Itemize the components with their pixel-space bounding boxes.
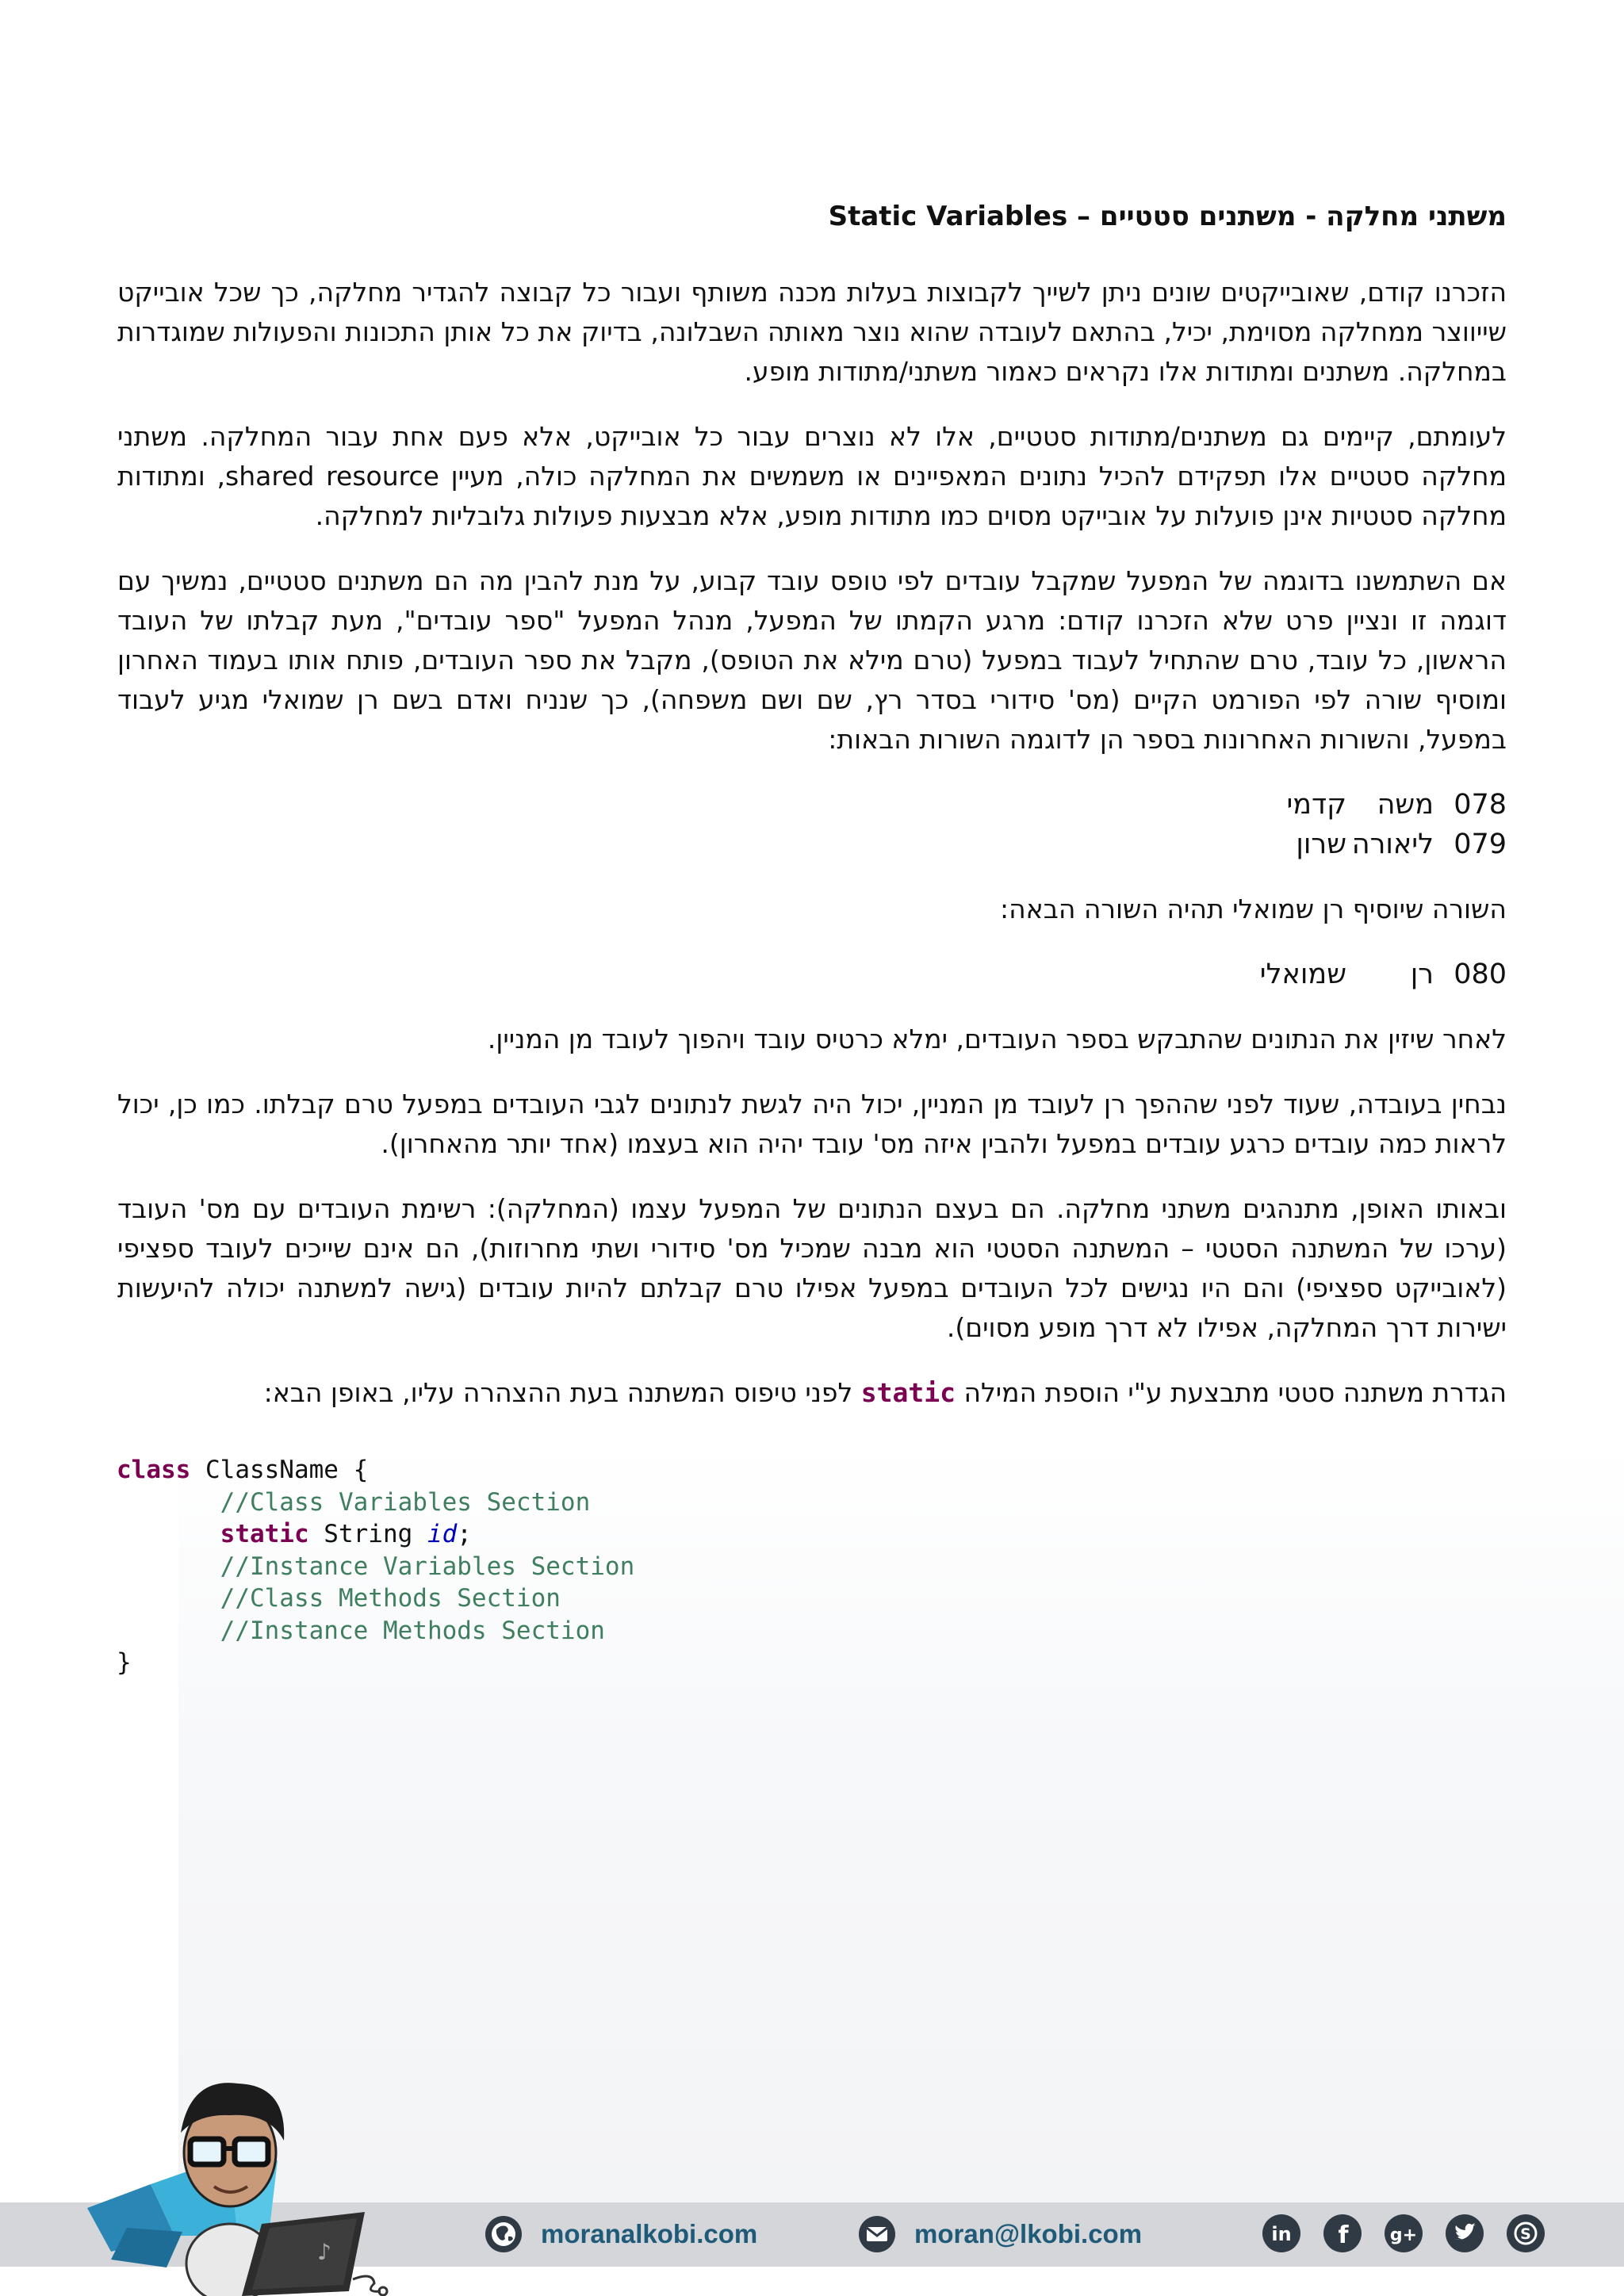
paragraph-intro: הזכרנו קודם, שאובייקטים שונים ניתן לשייך לקבוצות בעלות מכנה משותף ועבור כל קבוצה להגדיר מחלקה, כך שכל אובייקט שייווצר ממחלקה מסוימת, יכיל, בהתאם לעובדה שהוא נוצר מאותה השבלונה, בדיוק את כל אותן התכונות והפעולות שמוגדרות במחלקה. משתנים ומתודות אלו נקראים כאמור משתני/מתודות מופע. [117, 277, 1507, 387]
paragraph-new-row-intro: השורה שיוסיף רן שמואלי תהיה השורה הבאה: [1000, 894, 1507, 924]
paragraph-static-definition [117, 417, 1507, 536]
skype-icon[interactable] [1506, 2214, 1545, 2253]
ledger-first-name: רן [1410, 959, 1434, 990]
code-line [117, 1551, 634, 1583]
ledger-last-name: שמואלי [1259, 959, 1346, 990]
paragraph-text: , ומתודות מחלקה סטטיות אינן פועלות על אובייקט מסוים כמו מתודות מופע, אלא מבצעות פעולות גלובליות למחלקה. [117, 461, 1507, 531]
code-line [117, 1454, 634, 1487]
paragraph-after-entry: לאחר שיזין את הנתונים שהתבקש בספר העובדים, ימלא כרטיס עובד ויהפוך לעובד מן המניין. [487, 1024, 1507, 1054]
code-comment: //Class Methods Section [220, 1584, 561, 1613]
code-line [117, 1647, 634, 1679]
code-comment: //Instance Methods Section [220, 1616, 605, 1645]
svg-text:S: S [1520, 2225, 1531, 2243]
paragraph-static-keyword [117, 1373, 1507, 1413]
linkedin-icon[interactable] [1262, 2214, 1301, 2253]
google-plus-icon[interactable] [1384, 2214, 1423, 2253]
twitter-icon[interactable] [1445, 2214, 1484, 2253]
ledger-row-new [117, 955, 1507, 994]
ledger-first-name: ליאורה [1351, 828, 1434, 860]
globe-icon [484, 2214, 523, 2254]
document-body [117, 197, 1507, 1438]
section-title: משתני מחלקה - משתנים סטטיים – Static Variables [828, 201, 1507, 232]
code-line [117, 1615, 634, 1647]
ledger-number: 080 [1454, 959, 1507, 990]
code-text: } [117, 1648, 132, 1677]
ledger-rows [117, 785, 1507, 864]
shared-resource-term: shared resource [225, 461, 439, 492]
svg-text:g+: g+ [1389, 2225, 1418, 2245]
code-comment: //Class Variables Section [220, 1487, 591, 1517]
email-text: moran@lkobi.com [914, 2219, 1143, 2248]
paragraph-observation: נבחין בעובדה, שעוד לפני שההפך רן לעובד מן המניין, יכול היה לגשת לנתונים לגבי העובדים במפעל טרם קבלתו. כמו כן, יכול לראות כמה עובדים כרגע עובדים במפעל ולהבין איזה מס' עובד יהיה הוא בעצמו (אחד יותר מהאחרון). [117, 1089, 1507, 1159]
paragraph-factory-example: אם השתמשנו בדוגמה של המפעל שמקבל עובדים לפי טופס עובד קבוע, על מנת להבין מה הם משתנים סטטיים, נמשיך עם דוגמה זו ונציין פרט שלא הזכרנו קודם: מרגע הקמתו של המפעל, מנהל המפעל "ספר עובדים", מעת קבלתו של העובד הראשון, כל עובד, טרם שהתחיל לעבוד במפעל (טרם מילא את הטופס), מקבל את ספר העובדים, פותח אותו בעמוד האחרון ומוסיף שורה לפי הפורמט הקיים (מס' סידורי בסדר רץ, שם ושם משפחה), כך שנניח ואדם בשם רן שמואלי מגיע לעבוד במפעל, והשורות האחרונות בספר הן לדוגמה השורות הבאות: [117, 565, 1507, 755]
static-keyword: static [860, 1377, 956, 1408]
website-text: moranalkobi.com [541, 2219, 758, 2248]
code-field-name: id [427, 1520, 458, 1548]
code-line [117, 1518, 634, 1551]
code-comment: //Instance Variables Section [220, 1552, 635, 1581]
website-link[interactable] [484, 2216, 757, 2252]
ledger-first-name: משה [1377, 789, 1434, 821]
paragraph-text: לפני טיפוס המשתנה בעת ההצהרה עליו, באופן הבא: [263, 1377, 861, 1408]
code-text: String [308, 1520, 427, 1548]
paragraph-text: לעומתם, קיימים גם משתנים/מתודות סטטיים, אלו לא נוצרים עבור כל אובייקט, אלא פעם אחת עבור המחלקה. משתני מחלקה סטטיים אלו תפקידם להכיל נתונים המאפיינים או משמשים את המחלקה כולה, מעיין [117, 421, 1507, 492]
code-keyword: static [220, 1520, 309, 1548]
ledger-row [117, 785, 1507, 825]
facebook-icon[interactable] [1323, 2214, 1362, 2253]
mascot-illustration [79, 2069, 428, 2296]
code-text: ; [457, 1520, 472, 1548]
envelope-icon [857, 2214, 897, 2254]
paragraph-class-variables: ובאותו האופן, מתנהגים משתני מחלקה. הם בעצם הנתונים של המפעל עצמו (המחלקה): רשימת העובדים עם מס' העובד (ערכו של המשתנה הסטטי – המשתנה הסטטי הוא מבנה שמכיל מס' סידורי ושתי מחרוזות), הם אינם שייכים לעובד ספציפי (לאובייקט ספציפי) והם היו נגישים לכל העובדים במפעל אפילו טרם קבלתם להיות עובדים (גישה למשתנה יכולה להיעשות ישירות דרך המחלקה, אפילו לא דרך מופע מסוים). [117, 1193, 1507, 1343]
ledger-number: 079 [1454, 828, 1507, 860]
ledger-row [117, 825, 1507, 864]
code-text: ClassName { [190, 1456, 369, 1484]
code-block [117, 1454, 634, 1679]
new-ledger-row-block [117, 955, 1507, 994]
ledger-last-name: שרון [1296, 828, 1346, 860]
ledger-last-name: קדמי [1286, 789, 1346, 821]
svg-text:in: in [1271, 2223, 1292, 2245]
code-line [117, 1582, 634, 1615]
email-link[interactable] [857, 2216, 1142, 2252]
svg-text:♪: ♪ [317, 2239, 331, 2265]
paragraph-text: הגדרת משתנה סטטי מתבצעת ע"י הוספת המילה [955, 1377, 1507, 1408]
code-line [117, 1487, 634, 1519]
ledger-number: 078 [1454, 789, 1507, 821]
svg-text:f: f [1338, 2221, 1349, 2249]
code-keyword: class [117, 1456, 191, 1484]
